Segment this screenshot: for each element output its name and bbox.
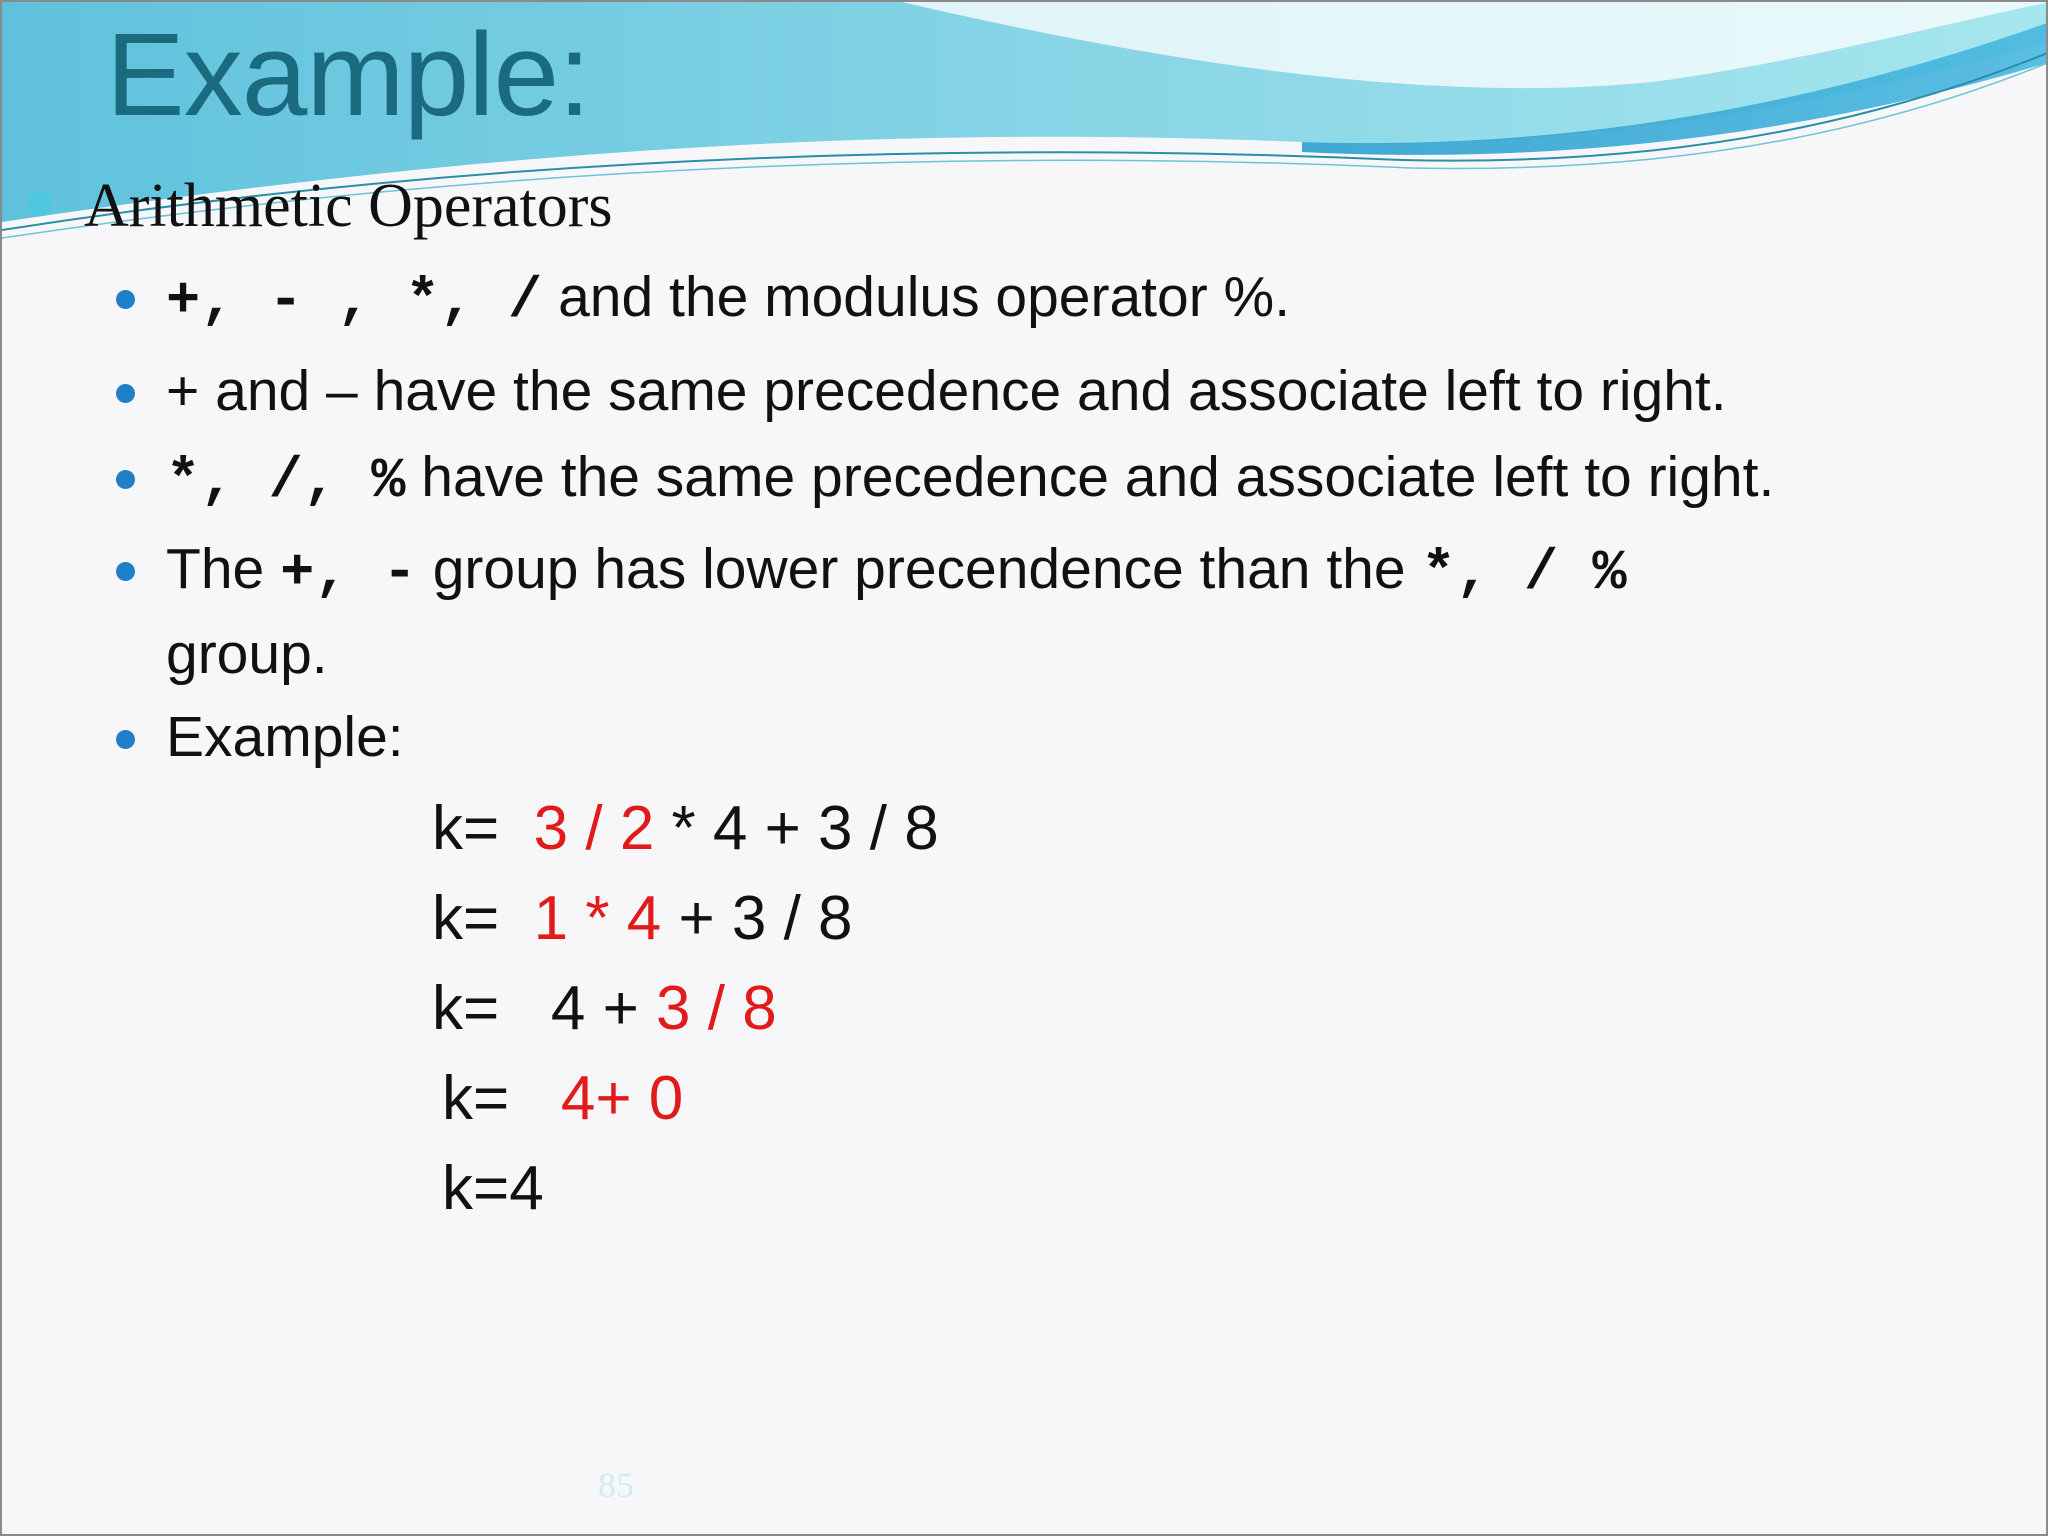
page-number: 85 — [598, 1465, 634, 1505]
bullet-4-pre: The — [166, 537, 281, 601]
bullet-3 — [166, 438, 2006, 523]
bullet-dot — [116, 384, 135, 403]
bullet-1 — [166, 258, 2006, 343]
bullet-5-text: Example: — [166, 705, 404, 769]
example-line-1 — [432, 794, 939, 863]
example-line-4-highlight: 4+ 0 — [560, 1064, 684, 1133]
bullet-3-code: *, /, % — [166, 450, 406, 514]
slide-title: Example: — [106, 9, 590, 141]
bullet-5 — [166, 698, 2006, 778]
bullet-3-text: have the same precedence and associate left to right. — [405, 445, 1775, 509]
bullet-dot — [116, 562, 135, 581]
example-line-1-suffix: * 4 + 3 / 8 — [654, 794, 939, 863]
bullet-2 — [166, 352, 2006, 432]
example-line-3-prefix: k= 4 + — [432, 974, 657, 1043]
example-line-1-prefix: k= — [432, 794, 534, 863]
bullet-dot — [116, 470, 135, 489]
main-bullet-dot — [28, 192, 52, 216]
bullet-4-mid: group has lower precendence than the — [416, 537, 1422, 601]
example-line-5 — [442, 1154, 544, 1223]
bullet-4-post: group. — [166, 621, 328, 686]
example-line-2-prefix: k= — [432, 884, 534, 953]
bullet-dot — [116, 290, 135, 309]
bullet-2-text: + and – have the same precedence and associate left to right. — [166, 359, 1727, 423]
bullet-1-text: and the modulus operator %. — [542, 265, 1291, 329]
bullet-4-code-1: +, - — [280, 542, 417, 606]
example-line-4-prefix: k= — [442, 1064, 561, 1133]
example-line-2-suffix: + 3 / 8 — [661, 884, 853, 953]
bullet-1-code: +, - , *, / — [166, 270, 543, 334]
example-line-2-highlight: 1 * 4 — [533, 884, 662, 953]
example-line-3 — [432, 974, 777, 1043]
bullet-4-code-2: *, / % — [1421, 542, 1627, 606]
example-line-5-prefix: k=4 — [442, 1154, 544, 1223]
bullet-dot — [116, 730, 135, 749]
example-line-3-highlight: 3 / 8 — [656, 974, 777, 1043]
example-line-1-highlight: 3 / 2 — [533, 794, 655, 863]
bullet-4 — [166, 530, 1826, 695]
main-bullet-text: Arithmetic Operators — [84, 172, 613, 240]
example-line-2 — [432, 884, 853, 953]
example-line-4 — [442, 1064, 684, 1133]
